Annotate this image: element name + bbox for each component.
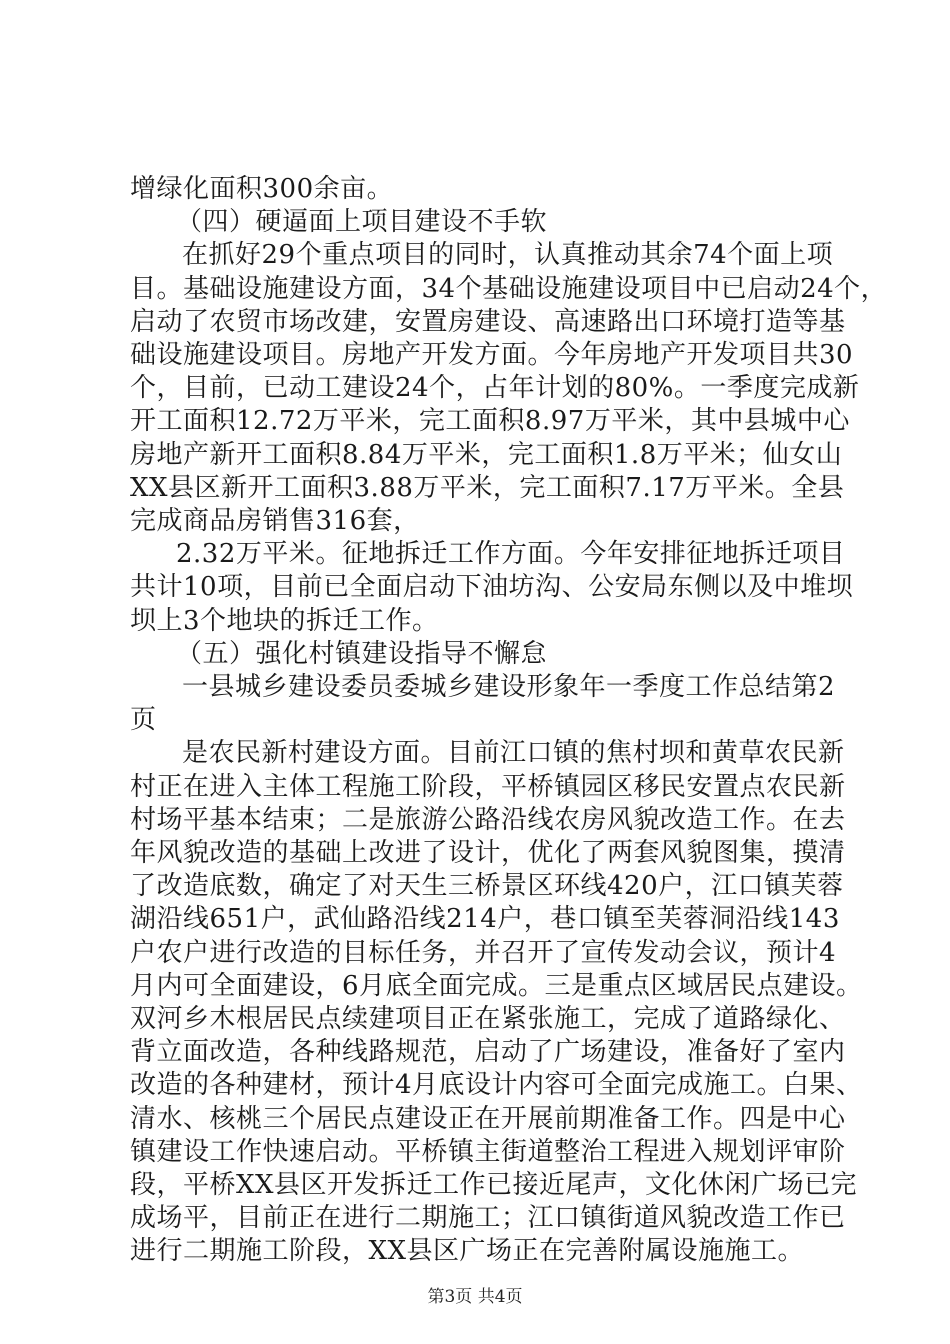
text-line: 进行二期施工阶段，XX县区广场正在完善附属设施施工。 xyxy=(130,1236,805,1267)
section-heading: （五）强化村镇建设指导不懈怠 xyxy=(176,638,548,669)
text-line: 启动了农贸市场改建，安置房建设、高速路出口环境打造等基 xyxy=(130,306,846,337)
text-line: XX县区新开工面积3.88万平米，完工面积7.17万平米。全县 xyxy=(130,472,845,503)
text-line: 了改造底数，确定了对天生三桥景区环线420户，江口镇芙蓉 xyxy=(130,871,844,902)
text-line: 年风貌改造的基础上改进了设计，优化了两套风貌图集，摸清 xyxy=(130,838,846,868)
text-line: 户农户进行改造的目标任务，并召开了宣传发动会议，预计4 xyxy=(130,937,837,968)
text-line: 成场平，目前正在进行二期施工；江口镇街道风貌改造工作已 xyxy=(130,1203,846,1234)
text-line: 页 xyxy=(130,705,157,736)
text-line: 背立面改造，各种线路规范，启动了广场建设，准备好了室内 xyxy=(130,1037,846,1068)
text-line: 一县城乡建设委员委城乡建设形象年一季度工作总结第2 xyxy=(182,672,836,702)
text-line: 村场平基本结束；二是旅游公路沿线农房风貌改造工作。在去 xyxy=(130,804,846,835)
text-line: 房地产新开工面积8.84万平米，完工面积1.8万平米；仙女山 xyxy=(130,439,843,470)
text-line: 增绿化面积300余亩。 xyxy=(130,174,394,204)
text-line: 村正在进入主体工程施工阶段，平桥镇园区移民安置点农民新 xyxy=(130,771,846,802)
text-line: 清水、核桃三个居民点建设正在开展前期准备工作。四是中心 xyxy=(130,1103,846,1134)
section-heading: （四）硬逼面上项目建设不手软 xyxy=(176,207,548,238)
text-line: 目。基础设施建设方面，34个基础设施建设项目中已启动24个， xyxy=(130,273,888,304)
text-line: 共计10项，目前已全面启动下油坊沟、公安局东侧以及中堆坝 xyxy=(130,572,854,603)
text-line: 镇建设工作快速启动。平桥镇主街道整治工程进入规划评审阶 xyxy=(130,1136,846,1167)
text-line: 础设施建设项目。房地产开发方面。今年房地产开发项目共30 xyxy=(130,340,854,370)
text-line: 月内可全面建设，6月底全面完成。三是重点区域居民点建设。 xyxy=(130,970,863,1001)
text-line: 坝上3个地块的拆迁工作。 xyxy=(130,605,439,636)
text-line: 是农民新村建设方面。目前江口镇的焦村坝和黄草农民新 xyxy=(182,738,845,769)
text-line: 个，目前，已动工建设24个，占年计划的80%。一季度完成新 xyxy=(130,373,860,404)
text-line: 开工面积12.72万平米，完工面积8.97万平米，其中县城中心 xyxy=(130,406,850,437)
text-line: 湖沿线651户，武仙路沿线214户，巷口镇至芙蓉洞沿线143 xyxy=(130,904,840,935)
text-line: 完成商品房销售316套， xyxy=(130,506,420,536)
text-line: 在抓好29个重点项目的同时，认真推动其余74个面上项 xyxy=(182,240,834,271)
page-footer: 第3页 共4页 xyxy=(427,1287,523,1307)
text-line: 2.32万平米。征地拆迁工作方面。今年安排征地拆迁项目 xyxy=(176,539,846,570)
text-line: 段，平桥XX县区开发拆迁工作已接近尾声，文化休闲广场已完 xyxy=(130,1170,858,1200)
text-line: 改造的各种建材，预计4月底设计内容可全面完成施工。白果、 xyxy=(130,1070,863,1101)
text-line: 双河乡木根居民点续建项目正在紧张施工，完成了道路绿化、 xyxy=(130,1004,846,1034)
